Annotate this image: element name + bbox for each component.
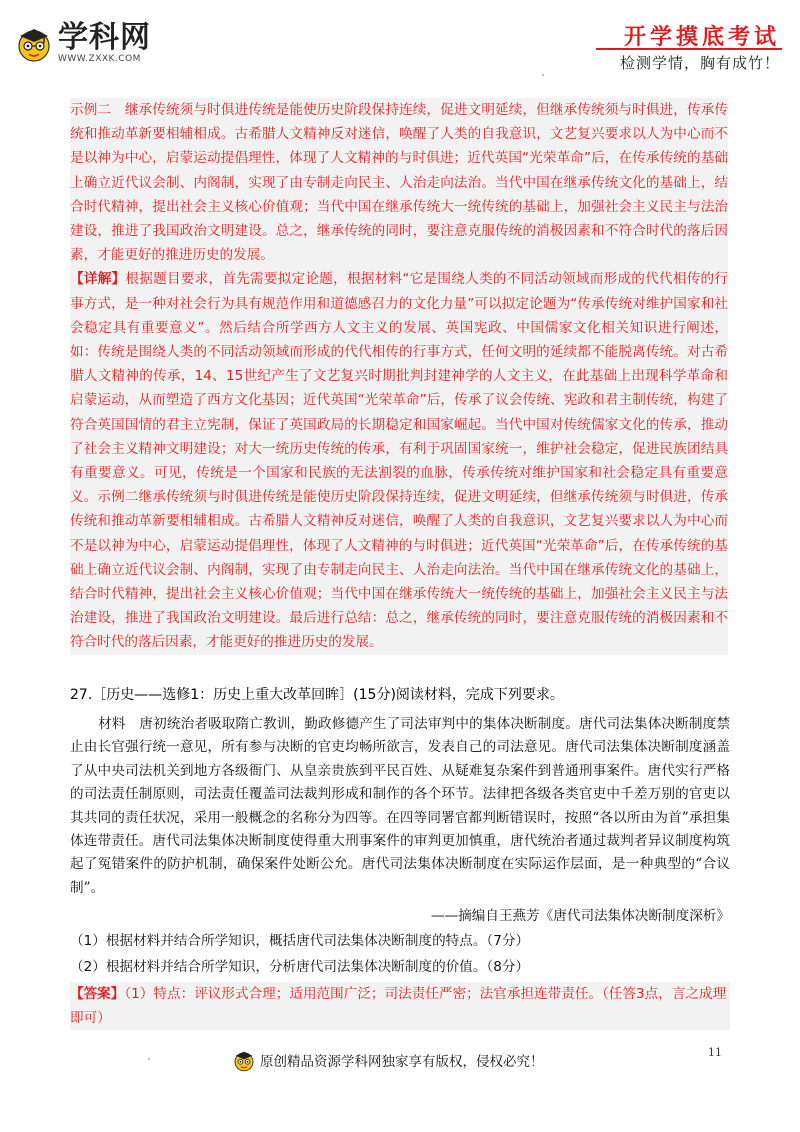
answer-block bbox=[70, 982, 730, 1030]
sub-question-1: （1）根据材料并结合所学知识，概括唐代司法集体决断制度的特点。（7分） bbox=[70, 933, 530, 949]
answer-paragraph bbox=[70, 982, 730, 1030]
mascot-icon bbox=[14, 23, 54, 63]
page-footer bbox=[232, 1048, 544, 1072]
example-two-paragraph: 示例二 继承传统须与时俱进传统是能使历史阶段保持连续，促进文明延续，但继承传统须与时俱进，传承传统和推动革新要相辅相成。古希腊人文精神反对迷信，唤醒了人类的自我意识，文艺复兴要求以人为中心而不是以神为中心，启蒙运动提倡理性，体现了人文精神的与时俱进；近代英国“光荣革命”后，在传承传统的基础上确立近代议会制、内阁制，实现了由专制走向民主、人治走向法治。当代中国在继承传统文化的基础上，结合时代精神，提出社会主义核心价值观；当代中国在继承传统大一统传统的基础上，加强社会主义民主与法治建设，推进了我国政治文明建设。总之，继承传统的同时，要注意克服传统的消极因素和不符合时代的落后因素，才能更好的推进历史的发展。 bbox=[70, 102, 728, 264]
logo-url: WWW.ZXXK.COM bbox=[58, 54, 141, 64]
logo-text: 学科网 bbox=[58, 20, 151, 55]
answer-label: 【答案】 bbox=[70, 986, 125, 1002]
material-text: 材料 唐初统治者吸取隋亡教训，勤政修德产生了司法审判中的集体决断制度。唐代司法集体决断制度禁止由长官强行统一意见，所有参与决断的官吏均畅所欲言，发表自己的司法意见。唐代司法集体决断制度涵盖了从中央司法机关到地方各级衙门、从皇亲贵族到平民百姓、从疑难复杂案件到普通刑事案件。唐代实行严格的司法责任制原则，司法责任覆盖司法裁判形成和制作的各个环节。法律把各级各类官吏中千差万别的官吏以其共同的责任状况，采用一般概念的名称分为四等。在四等同署官都判断错误时，按照“各以所由为首”承担集体连带责任。唐代司法集体决断制度使得重大刑事案件的审判更加慎重，唐代统治者通过裁判者异议制度构筑起了冤错案件的防护机制，确保案件处断公允。唐代司法集体决断制度在实际运作层面，是一种典型的“合议制”。 bbox=[70, 716, 730, 896]
banner-title: 开学摸底考试 bbox=[623, 24, 780, 50]
site-logo[interactable] bbox=[14, 22, 151, 64]
page-number: 11 bbox=[708, 1046, 722, 1059]
page-header bbox=[0, 0, 800, 82]
sub-question-2: （2）根据材料并结合所学知识，分析唐代司法集体决断制度的价值。（8分） bbox=[70, 959, 530, 975]
answer-text: （1）特点：评议形式合理；适用范围广泛；司法责任严密；法官承担连带责任。（任答3点，言之成理即可） bbox=[70, 986, 727, 1026]
detail-paragraph bbox=[70, 267, 728, 654]
explanation-block bbox=[70, 98, 728, 655]
question-title: 27.［历史——选修1：历史上重大改革回眸］(15分)阅读材料，完成下列要求。 bbox=[70, 687, 564, 703]
header-divider bbox=[596, 48, 782, 50]
copyright-notice: 原创精品资源学科网独家享有版权，侵权必究！ bbox=[260, 1054, 544, 1070]
detail-label: 【详解】 bbox=[70, 271, 126, 288]
banner-subtitle: 检测学情，胸有成竹！ bbox=[619, 54, 780, 72]
material-source: ——摘编自王燕芳《唐代司法集体决断制度深析》 bbox=[430, 908, 730, 924]
detail-text: 根据题目要求，首先需要拟定论题，根据材料“它是围绕人类的不同活动领域而形成的代代相传的行事方式，是一种对社会行为具有规范作用和道德感召力的文化力量”可以拟定论题为“传承传统对维护国家和社会稳定具有重要意义”。然后结合所学西方人文主义的发展、英国宪政、中国儒家文化相关知识进行阐述，如：传统是围绕人类的不同活动领域而形成的代代相传的行事方式，任何文明的延续都不能脱离传统。对古希腊人文精神的传承，14、15世纪产生了文艺复兴时期批判封建神学的人文主义，在此基础上出现科学革命和启蒙运动，从而塑造了西方文化基因；近代英国“光荣革命”后，传承了议会传统、宪政和君主制传统，构建了符合英国国情的君主立宪制，保证了英国政局的长期稳定和国家崛起。当代中国对传统儒家文化的传承，推动了社会主义精神文明建设；对大一统历史传统的传承，有利于巩固国家统一，维护社会稳定，促进民族团结具有重要意义。可见，传统是一个国家和民族的无法割裂的血脉，传承传统对维护国家和社会稳定具有重要意义。示例二继承传统须与时俱进传统是能使历史阶段保持连续，促进文明延续，但继承传统须与时俱进，传承传统和推动革新要相辅相成。古希腊人文精神反对迷信，唤醒了人类的自我意识，文艺复兴要求以人为中心而不是以神为中心，启蒙运动提倡理性，体现了人文精神的与时俱进；近代英国“光荣革命”后，在传承传统的基础上确立近代议会制、内阁制，实现了由专制走向民主、人治走向法治。当代中国在继承传统文化的基础上，结合时代精神，提出社会主义核心价值观；当代中国在继承传统大一统传统的基础上，加强社会主义民主与法治建设，推进了我国政治文明建设。最后进行总结：总之，继承传统的同时，要注意克服传统的消极因素和不符合时代的落后因素，才能更好的推进历史的发展。 bbox=[70, 271, 728, 651]
decorative-dot bbox=[542, 74, 544, 76]
mascot-icon bbox=[232, 1048, 256, 1072]
question-material bbox=[70, 713, 730, 900]
decorative-dot bbox=[148, 1058, 150, 1060]
